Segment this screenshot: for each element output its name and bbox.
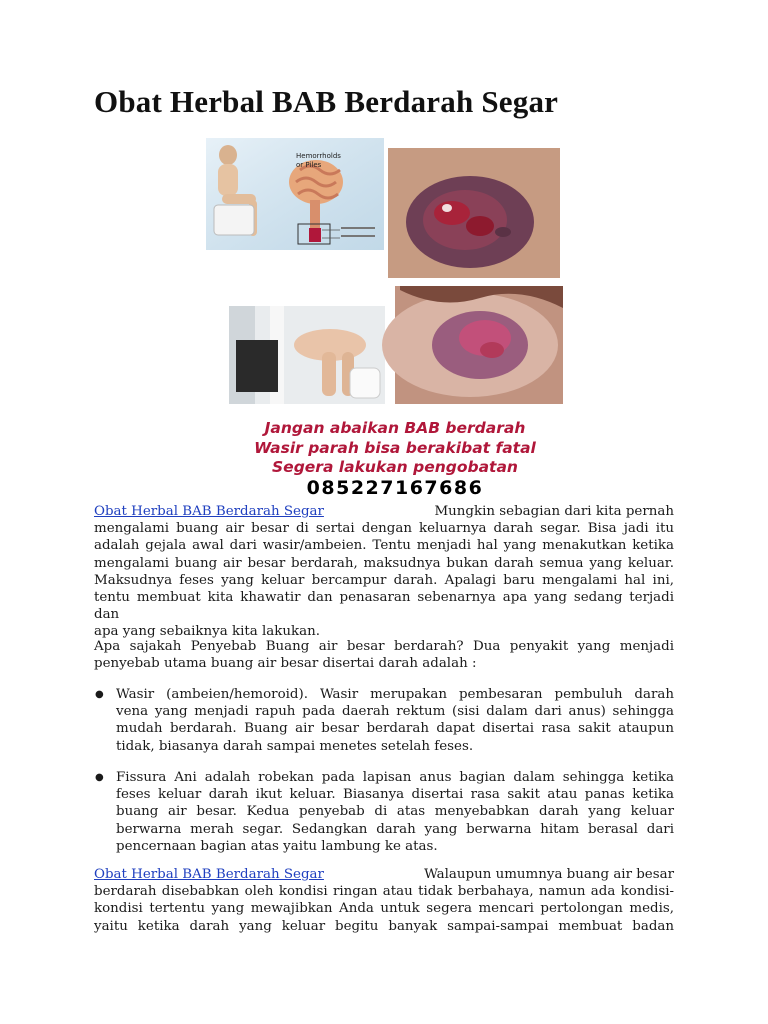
phone-number: 085227167686 [306,477,484,499]
paragraph-intro: Obat Herbal BAB Berdarah Segar Mungkin sebagian dari kita pernah mengalami buang air besar di sertai dengan keluarnya darah segar. Bisa jadi itu adalah gejala awal dari wasir/ambeien. Tentu menjadi hal yang menakutkan ketika mengalami buang air besar berdarah, maksudnya bukan darah semua yang keluar. Maksudnya feses yang keluar bercampur darah. Apalagi baru mengalami hal ini, tentu membuat kita khawatir dan penasaran sebenarnya apa yang sedang terjadi dan apa yang sebaiknya kita lakukan. [94,504,674,640]
title-link-1[interactable]: Obat Herbal BAB Berdarah Segar [94,504,324,519]
clinical-photo-top [388,148,560,278]
bullet-icon: ● [95,772,104,783]
svg-text:or Piles: or Piles [296,161,322,169]
banner-line-2: Wasir parah bisa berakibat fatal [254,439,536,457]
page-title: Obat Herbal BAB Berdarah Segar [94,84,559,119]
list-item: ● Fissura Ani adalah robekan pada lapisan anus bagian dalam sehingga ketika feses keluar darah ikut keluar. Biasanya disertai rasa sakit atau panas ketika buang air besar. Kedua penyebab di atas menyebabkan darah yang keluar berwarna merah segar. Sedangkan darah yang berwarna hitam berasal dari pencernaan bagian atas yaitu lambung ke atas. [95,770,674,854]
illustration-caption: Hemorrholds [296,152,341,160]
paragraph-warning: Obat Herbal BAB Berdarah Segar Walaupun umumnya buang air besar berdarah disebabkan oleh kondisi ringan atau tidak berbahaya, namun ada kondisi- kondisi tertentu yang mewajibkan Anda untuk segera mencari pertolongan medis, yaitu ketika darah yang keluar begitu banyak sampai-sampai membuat badan [94,867,674,934]
paragraph-causes: Apa sajakah Penyebab Buang air besar berdarah? Dua penyakit yang menjadi penyebab utama buang air besar disertai darah adalah : [94,639,674,672]
clinical-photo-bottom [382,286,563,404]
list-item: ● Wasir (ambeien/hemoroid). Wasir merupakan pembesaran pembuluh darah vena yang menjadi rapuh pada daerah rektum (sisi dalam dari anus) sehingga mudah berdarah. Buang air besar berdarah dapat disertai rasa sakit ataupun tidak, biasanya darah sampai menetes setelah feses. [95,687,674,754]
banner-line-1: Jangan abaikan BAB berdarah [264,419,526,437]
bullet-icon: ● [95,689,104,700]
toilet-photo [229,306,385,404]
title-link-2[interactable]: Obat Herbal BAB Berdarah Segar [94,867,324,882]
hemorrhoid-illustration [206,138,384,250]
banner-line-3: Segera lakukan pengobatan [272,458,518,476]
